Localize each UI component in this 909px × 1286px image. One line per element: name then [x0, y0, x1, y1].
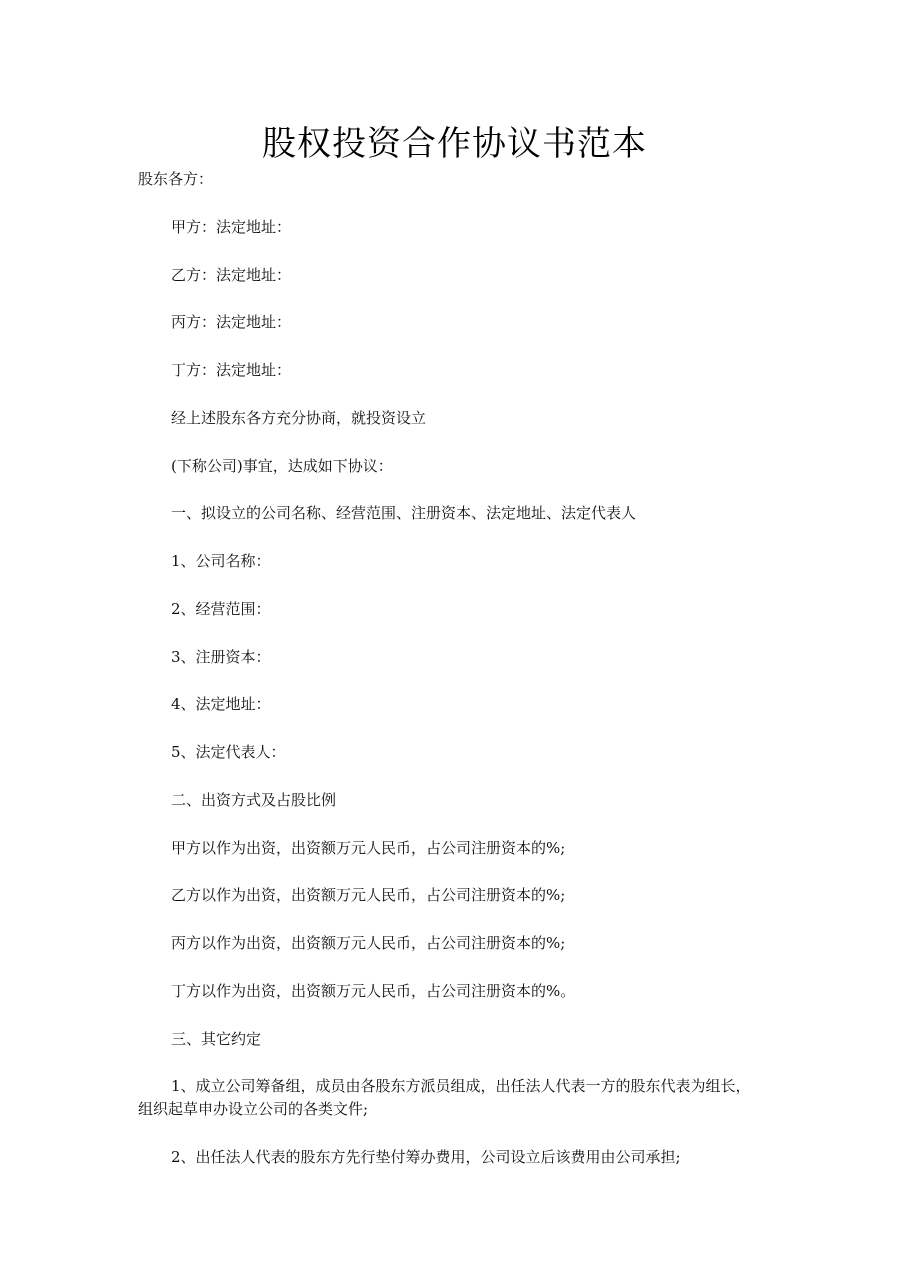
- parties-heading: 股东各方：: [138, 170, 214, 188]
- other-item-2: 2、出任法人代表的股东方先行垫付筹办费用，公司设立后该费用由公司承担;: [171, 1148, 681, 1166]
- party-b-line: 乙方：法定地址：: [171, 266, 292, 284]
- business-scope-item: 2、经营范围：: [171, 600, 271, 618]
- contribution-party-c: 丙方以作为出资，出资额万元人民币，占公司注册资本的%;: [171, 934, 566, 952]
- document-title: 股权投资合作协议书范本: [262, 124, 647, 164]
- registered-capital-item: 3、注册资本：: [171, 648, 271, 666]
- section1-heading: 一、拟设立的公司名称、经营范围、注册资本、法定地址、法定代表人: [171, 504, 637, 522]
- contribution-party-b: 乙方以作为出资，出资额万元人民币，占公司注册资本的%;: [171, 886, 566, 904]
- party-a-line: 甲方：法定地址：: [171, 218, 292, 236]
- legal-representative-item: 5、法定代表人：: [171, 743, 286, 761]
- contribution-party-a: 甲方以作为出资，出资额万元人民币，占公司注册资本的%;: [171, 839, 566, 857]
- intro-line-1: 经上述股东各方充分协商，就投资设立: [171, 409, 427, 427]
- party-c-line: 丙方：法定地址：: [171, 313, 292, 331]
- intro-line-2: (下称公司)事宜，达成如下协议：: [171, 457, 393, 475]
- section3-heading: 三、其它约定: [171, 1030, 262, 1048]
- legal-address-item: 4、法定地址：: [171, 695, 271, 713]
- other-item-1-line-2: 组织起草申办设立公司的各类文件;: [138, 1100, 369, 1118]
- other-item-1-line-1: 1、成立公司筹备组，成员由各股东方派员组成，出任法人代表一方的股东代表为组长，: [171, 1077, 751, 1095]
- section2-heading: 二、出资方式及占股比例: [171, 791, 337, 809]
- company-name-item: 1、公司名称：: [171, 552, 271, 570]
- party-d-line: 丁方：法定地址：: [171, 361, 292, 379]
- contribution-party-d: 丁方以作为出资，出资额万元人民币，占公司注册资本的%。: [171, 982, 576, 1000]
